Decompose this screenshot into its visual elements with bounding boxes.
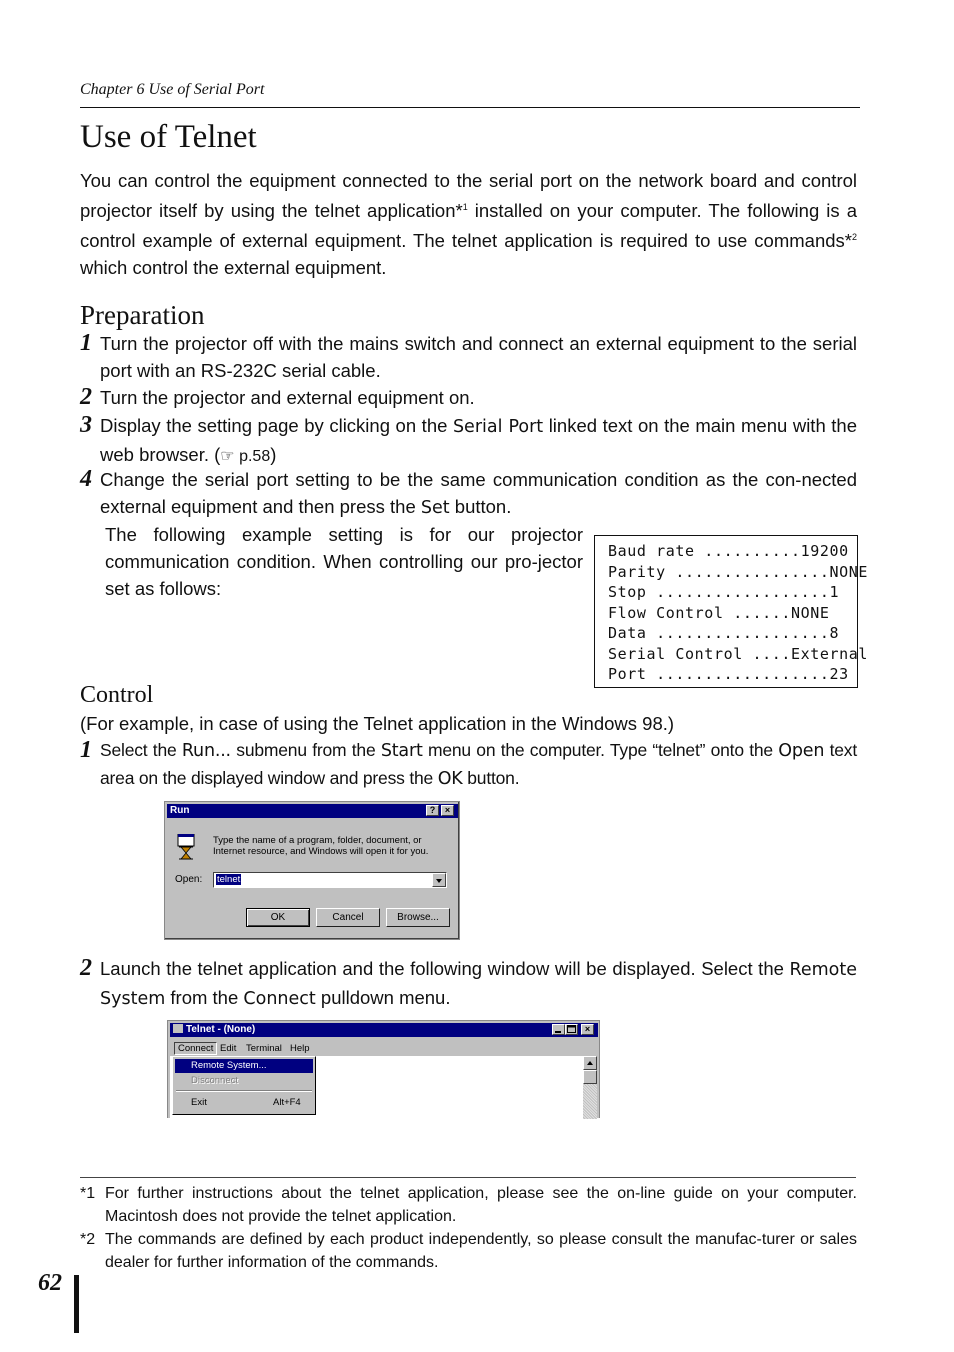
- page-number: 62: [38, 1270, 62, 1296]
- exit-label: Exit: [191, 1097, 207, 1108]
- c1-t1: Select the: [100, 740, 182, 760]
- footnote-ref-2: 2: [851, 232, 857, 242]
- connect-term: Connect: [243, 989, 316, 1009]
- footnote-1-text: For further instructions about the telnet application, please see the on-line guide on your computer. Macintosh does not provide the telnet application.: [105, 1185, 857, 1225]
- run-term: Run...: [181, 741, 231, 761]
- close-button[interactable]: ×: [441, 805, 454, 816]
- run-title-bar: [167, 804, 458, 818]
- step-4-post: button.: [449, 496, 512, 517]
- c1-t4: text area on the displayed window and press the: [100, 740, 857, 788]
- control-note: (For example, in case of using the Telnet application in the Windows 98.): [80, 713, 675, 734]
- ok-button[interactable]: OK: [246, 908, 310, 927]
- step-3-post: linked text on the main menu with the web browser. (: [100, 415, 857, 465]
- run-program-icon: [175, 834, 197, 860]
- page-number-bar: [74, 1275, 79, 1333]
- control-step-1-text: [100, 737, 857, 793]
- c2-t2: from the: [165, 987, 244, 1008]
- prep-step-4-text: [100, 466, 857, 522]
- exit-shortcut: Alt+F4: [273, 1097, 301, 1108]
- run-dialog: [164, 801, 460, 940]
- setting-stop: Stop ..................1: [608, 583, 840, 601]
- step-3-pre: Display the setting page by clicking on the: [100, 415, 453, 436]
- prep-step-1-text: Turn the projector off with the mains switch and connect an external equipment to the serial port with an RS-232C serial cable.: [100, 333, 857, 381]
- page-title: Use of Telnet: [80, 119, 257, 155]
- dropdown-arrow-icon[interactable]: [432, 873, 446, 887]
- c2-t3: pulldown menu.: [315, 987, 451, 1008]
- menu-separator: [176, 1090, 312, 1092]
- footnote-1: [80, 1182, 857, 1228]
- prep-step-1-number: 1: [80, 330, 92, 356]
- cancel-button[interactable]: Cancel: [316, 908, 380, 927]
- footnote-ref-1: 1: [462, 202, 468, 212]
- minimize-icon[interactable]: [552, 1024, 565, 1035]
- prep-step-3-number: 3: [80, 412, 92, 438]
- setting-flow-control: Flow Control ......NONE: [608, 603, 830, 622]
- control-step-2-number: 2: [80, 955, 92, 981]
- open-label: Open:: [175, 874, 203, 885]
- menu-item-exit[interactable]: [175, 1096, 313, 1110]
- serial-port-term: Serial Port: [452, 417, 544, 437]
- intro-text-2: installed on your computer. The following is a control example of external equipment. The telnet application is required to use commands*: [80, 200, 857, 251]
- set-term: Set: [420, 498, 450, 518]
- telnet-window: [167, 1020, 600, 1118]
- footnote-2: [80, 1228, 857, 1274]
- step-4-pre: Change the serial port setting to be the same communication condition as the con-nected external equipment and then press the: [100, 469, 857, 517]
- help-button[interactable]: ?: [426, 805, 439, 816]
- vertical-scrollbar[interactable]: [583, 1056, 597, 1119]
- control-heading: Control: [80, 682, 154, 708]
- control-step-2-text: [100, 955, 857, 1013]
- menu-item-disconnect[interactable]: Disconnect: [191, 1075, 238, 1086]
- prep-step-2-text: Turn the projector and external equipment on.: [100, 387, 475, 408]
- preparation-heading: Preparation: [80, 300, 205, 330]
- prep-step-3-text: [100, 412, 857, 470]
- c2-t1: Launch the telnet application and the following window will be displayed. Select the: [100, 958, 790, 979]
- footnote-2-text: The commands are defined by each product independently, so please consult the manufac-turer or sales dealer for further information of the commands.: [105, 1231, 857, 1271]
- remote-system-term: Remote System: [100, 960, 857, 1009]
- connect-dropdown: [172, 1056, 316, 1115]
- footnote-2-mark: *2: [80, 1231, 96, 1248]
- chapter-header: Chapter 6 Use of Serial Port: [80, 81, 265, 98]
- menu-help[interactable]: Help: [290, 1043, 310, 1054]
- setting-parity: Parity ................NONE: [608, 562, 869, 581]
- step-3-end: ): [270, 444, 277, 465]
- menu-item-remote-system[interactable]: Remote System...: [175, 1059, 313, 1073]
- setting-serial-control: Serial Control ....External: [608, 644, 869, 663]
- setting-baud-rate: Baud rate ..........19200: [608, 542, 849, 560]
- c1-t5: button.: [462, 768, 520, 788]
- telnet-close-icon[interactable]: ×: [581, 1024, 594, 1035]
- open-combobox[interactable]: [213, 872, 447, 888]
- ok-term: OK: [437, 769, 463, 789]
- scroll-up-icon[interactable]: [583, 1056, 597, 1070]
- start-term: Start: [380, 741, 423, 761]
- settings-box: [594, 535, 869, 688]
- intro-paragraph: [80, 167, 857, 281]
- open-input-value[interactable]: telnet: [217, 874, 241, 885]
- setting-data: Data ..................8: [608, 624, 840, 642]
- browse-button[interactable]: Browse...: [386, 908, 450, 927]
- telnet-title: Telnet - (None): [186, 1024, 256, 1035]
- c1-t2: submenu from the: [230, 740, 381, 760]
- telnet-title-bar: [170, 1023, 598, 1037]
- maximize-icon[interactable]: [565, 1024, 578, 1035]
- scroll-thumb[interactable]: [583, 1070, 597, 1084]
- header-rule: [80, 107, 860, 108]
- intro-text-1: You can control the equipment connected to the serial port on the network board and control projector itself by using the telnet application*: [80, 170, 857, 221]
- menu-terminal[interactable]: Terminal: [246, 1043, 282, 1054]
- c1-t3: menu on the computer. Type “telnet” onto the: [422, 740, 779, 760]
- control-step-1-number: 1: [80, 737, 92, 763]
- telnet-app-icon: [173, 1024, 183, 1033]
- footnote-1-mark: *1: [80, 1185, 96, 1202]
- menu-connect[interactable]: Connect: [174, 1042, 217, 1055]
- menu-edit[interactable]: Edit: [220, 1043, 237, 1054]
- run-description: Type the name of a program, folder, document, or Internet resource, and Windows will open it for you.: [213, 835, 429, 857]
- prep-step-4-number: 4: [80, 466, 92, 492]
- setting-port: Port ..................23: [608, 665, 849, 683]
- intro-text-3: which control the external equipment.: [80, 257, 387, 278]
- open-term: Open: [778, 741, 825, 761]
- page-ref: ☞ p.58: [220, 448, 271, 465]
- prep-step-2-number: 2: [80, 384, 92, 410]
- footnote-rule: [80, 1177, 856, 1178]
- run-title: Run: [170, 805, 190, 816]
- example-setting-text: The following example setting is for our projector communication condition. When controlling our pro-jector set as follows:: [105, 524, 583, 599]
